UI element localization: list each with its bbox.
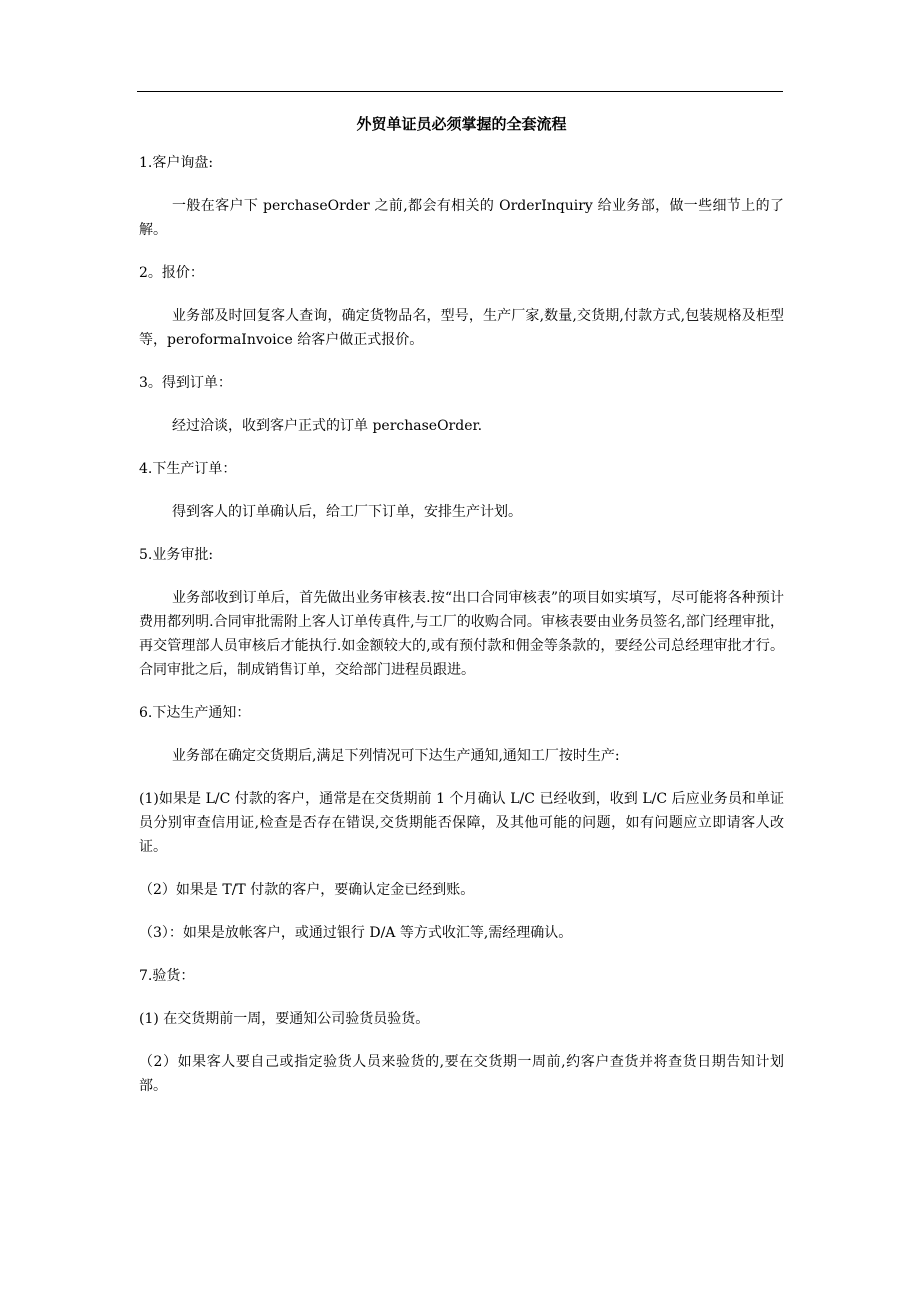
list-item: (1) 在交货期前一周，要通知公司验货员验货。	[139, 1011, 430, 1027]
document-body	[139, 112, 784, 1117]
section-heading: 1.客户询盘:	[139, 155, 214, 171]
section-heading: 4.下生产订单：	[139, 461, 237, 477]
section-paragraph: 得到客人的订单确认后，给工厂下订单，安排生产计划。	[172, 504, 522, 520]
section-receive-order	[139, 371, 784, 438]
section-heading: 6.下达生产通知：	[139, 705, 251, 721]
section-inspection	[139, 964, 784, 1098]
section-paragraph: 业务部及时回复客人查询，确定货物品名，型号，生产厂家,数量,交货期,付款方式,包装规格及柜型等，peroformaInvoice 给客户做正式报价。	[139, 308, 784, 348]
section-heading: 5.业务审批:	[139, 547, 214, 563]
section-paragraph: 业务部在确定交货期后,满足下列情况可下达生产通知,通知工厂按时生产:	[172, 748, 620, 764]
section-heading: 2。报价：	[139, 265, 204, 281]
list-item: （2）如果客人要自己或指定验货人员来验货的,要在交货期一周前,约客户查货并将查货日期告知计划部。	[139, 1054, 784, 1094]
section-paragraph: 经过洽谈，收到客户正式的订单 perchaseOrder.	[172, 418, 483, 434]
section-paragraph: 一般在客户下 perchaseOrder 之前,都会有相关的 OrderInquiry 给业务部，做一些细节上的了解。	[139, 198, 784, 238]
section-production-notice	[139, 701, 784, 945]
document-title: 外贸单证员必须掌握的全套流程	[356, 115, 567, 133]
section-quotation	[139, 261, 784, 352]
list-item: (1)如果是 L/C 付款的客户，通常是在交货期前 1 个月确认 L/C 已经收到，收到 L/C 后应业务员和单证员分别审查信用证,检查是否存在错误,交货期能否保障，及其他可能的问题，如有问题应立即请客人改证。	[139, 791, 784, 855]
section-heading: 3。得到订单：	[139, 375, 232, 391]
list-item: （2）如果是 T/T 付款的客户，要确认定金已经到账。	[139, 882, 475, 898]
header-rule	[137, 91, 783, 92]
section-customer-inquiry	[139, 151, 784, 242]
section-heading: 7.验货：	[139, 968, 195, 984]
section-production-order	[139, 457, 784, 524]
list-item: （3）：如果是放帐客户，或通过银行 D/A 等方式收汇等,需经理确认。	[139, 925, 573, 941]
section-paragraph: 业务部收到订单后，首先做出业务审核表.按“出口合同审核表”的项目如实填写，尽可能将各种预计费用都列明.合同审批需附上客人订单传真件,与工厂的收购合同。审核表要由业务员签名,部门经理审批，再交管理部人员审核后才能执行.如金额较大的,或有预付款和佣金等条款的，要经公司总经理审批才行。合同审批之后，制成销售订单，交给部门进程员跟进。	[139, 590, 784, 678]
section-business-approval	[139, 543, 784, 682]
